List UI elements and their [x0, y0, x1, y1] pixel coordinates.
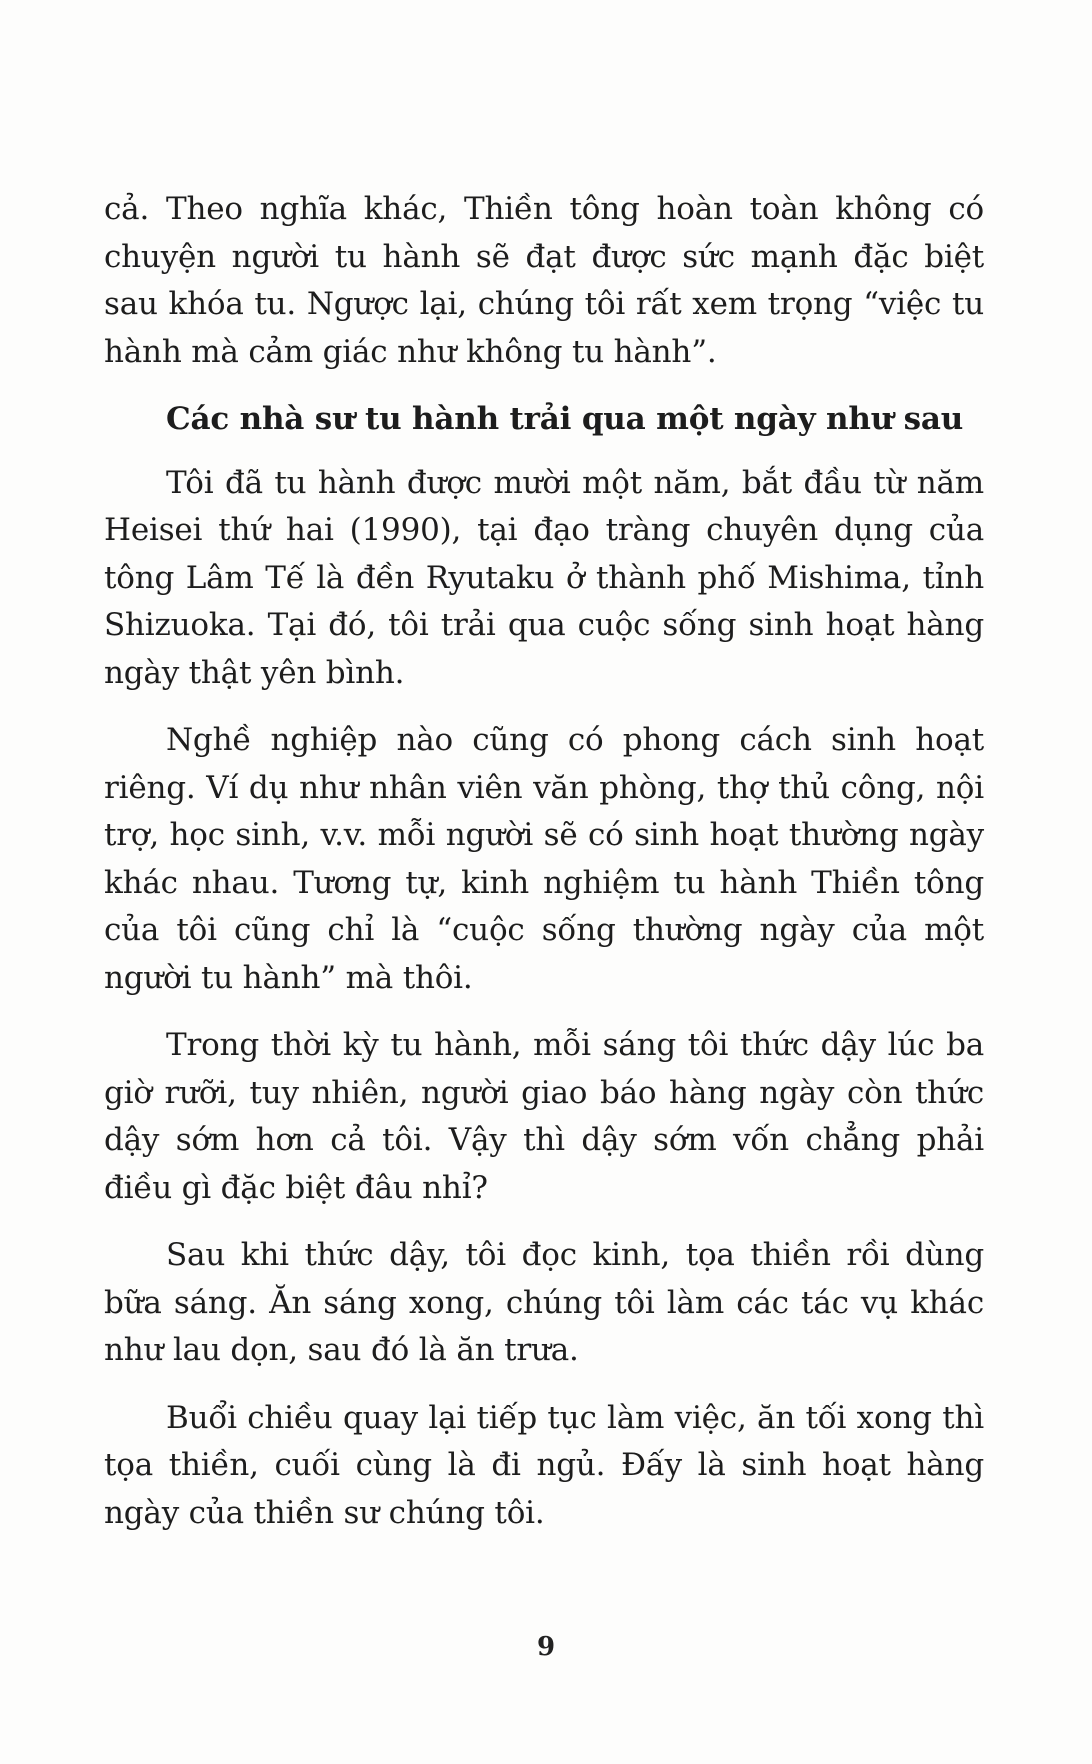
paragraph-3: Trong thời kỳ tu hành, mỗi sáng tôi thức dậy lúc ba giờ rưỡi, tuy nhiên, người giao báo hàng ngày còn thức dậy sớm hơn cả tôi. Vậy thì dậy sớm vốn chẳng phải điều gì đặc biệt đâu nhỉ?	[104, 1027, 984, 1206]
paragraph-4: Sau khi thức dậy, tôi đọc kinh, tọa thiền rồi dùng bữa sáng. Ăn sáng xong, chúng tôi làm các tác vụ khác như lau dọn, sau đó là ăn trưa.	[104, 1237, 984, 1368]
paragraph-1: Tôi đã tu hành được mười một năm, bắt đầu từ năm Heisei thứ hai (1990), tại đạo tràng chuyên dụng của tông Lâm Tế là đền Ryutaku ở thành phố Mishima, tỉnh Shizuoka. Tại đó, tôi trải qua cuộc sống sinh hoạt hàng ngày thật yên bình.	[104, 464, 984, 691]
paragraph-5: Buổi chiều quay lại tiếp tục làm việc, ăn tối xong thì tọa thiền, cuối cùng là đi ngủ. Đấy là sinh hoạt hàng ngày của thiền sư chúng tôi.	[104, 1399, 984, 1531]
intro-paragraph: cả. Theo nghĩa khác, Thiền tông hoàn toàn không có chuyện người tu hành sẽ đạt được sức mạnh đặc biệt sau khóa tu. Ngược lại, chúng tôi rất xem trọng “việc tu hành mà cảm giác như không tu hành”.	[104, 191, 984, 370]
section-heading: Các nhà sư tu hành trải qua một ngày như sau	[166, 401, 964, 437]
page-number: 9	[536, 1632, 556, 1662]
paragraph-2: Nghề nghiệp nào cũng có phong cách sinh hoạt riêng. Ví dụ như nhân viên văn phòng, thợ thủ công, nội trợ, học sinh, v.v. mỗi người sẽ có sinh hoạt thường ngày khác nhau. Tương tự, kinh nghiệm tu hành Thiền tông của tôi cũng chỉ là “cuộc sống thường ngày của một người tu hành” mà thôi.	[104, 722, 984, 996]
page-body	[104, 186, 984, 1557]
